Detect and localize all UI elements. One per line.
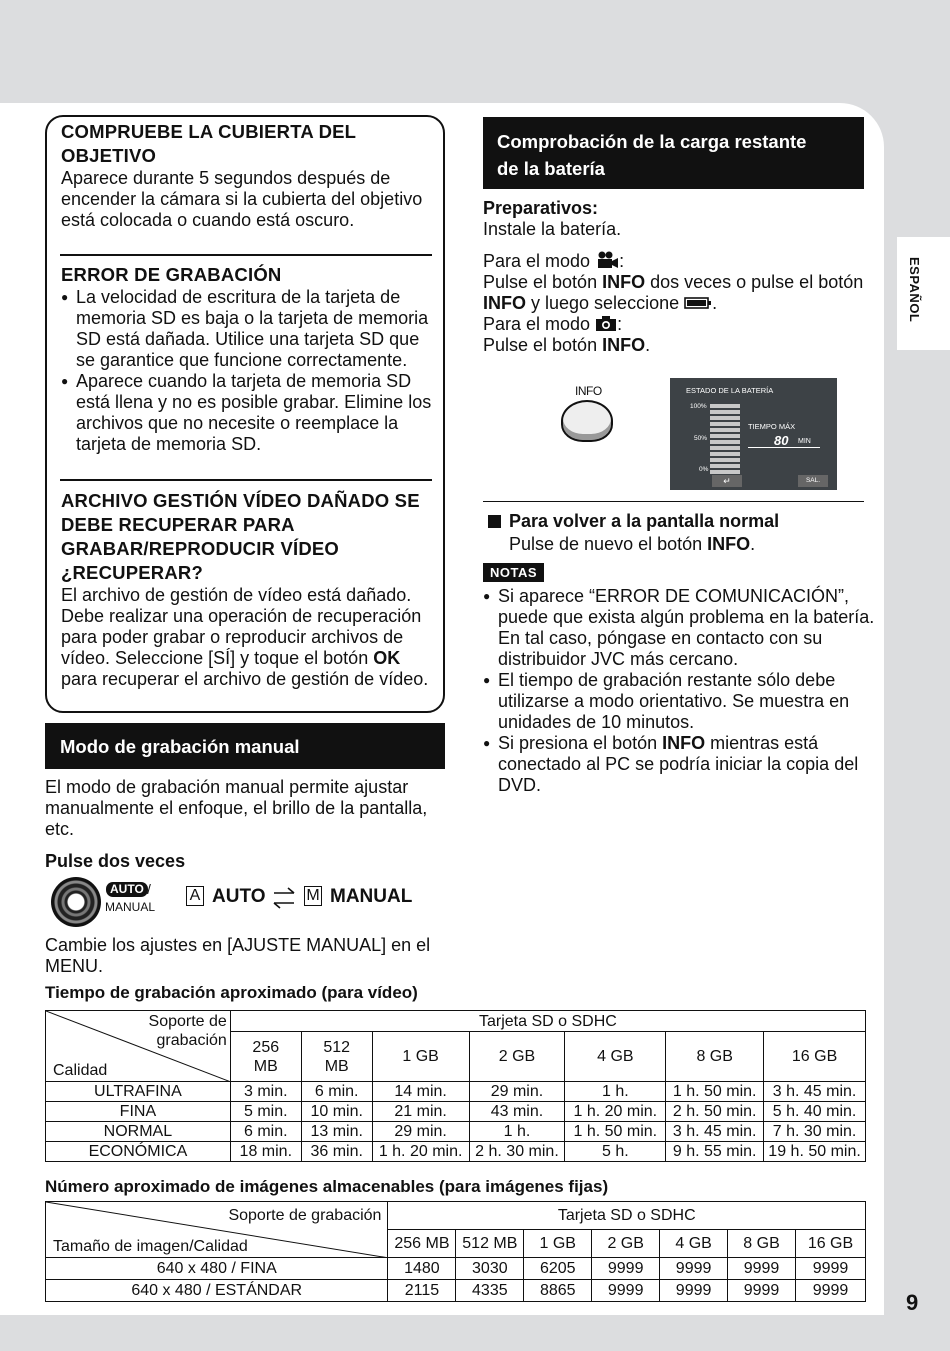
table-cell: 9999 (592, 1280, 660, 1302)
table-cell: 9999 (592, 1258, 660, 1280)
table-cell: 5 h. 40 min. (764, 1102, 866, 1122)
table-cell: 2115 (388, 1280, 456, 1302)
lens-cover-section (61, 120, 433, 231)
table-cell: 9999 (795, 1280, 865, 1302)
table-cell: 9 h. 55 min. (666, 1142, 764, 1162)
table-row (46, 1258, 866, 1280)
photo-mode-instructions: Pulse el botón INFO. (483, 335, 651, 355)
table-cell: 2 h. 50 min. (666, 1102, 764, 1122)
page-number: 9 (906, 1290, 919, 1315)
manual-small-label: MANUAL (105, 900, 156, 914)
table-row (46, 1082, 866, 1102)
table-corner-cell (46, 1202, 388, 1258)
video-mode-line: Para el modo : (483, 251, 625, 271)
info-button-label: INFO (575, 384, 602, 398)
table-cell: 10 min. (301, 1102, 372, 1122)
list-item: ● Aparece cuando la tarjeta de memoria SD está llena y no es posible grabar. Elimine los archivos que no necesite o reemplace la tarjeta de memoria SD. (61, 371, 433, 455)
info-button-icon (561, 400, 613, 442)
table-row (46, 1122, 866, 1142)
change-settings-text: Cambie los ajustes en [AJUSTE MANUAL] en el MENU. (45, 935, 431, 976)
table-cell: 9999 (660, 1258, 728, 1280)
table-cell: 13 min. (301, 1122, 372, 1142)
table-row (46, 1102, 866, 1122)
table-cell: 5 min. (230, 1102, 301, 1122)
damaged-file-section (61, 489, 433, 690)
table-cell: 9999 (728, 1258, 796, 1280)
damaged-file-text: El archivo de gestión de vídeo está dañado. Debe realizar una operación de recuperación para poder grabar o reproducir archivos de vídeo. Seleccione [SÍ] y toque el botón OK para recuperar el archivo de gestión de vídeo. (61, 585, 429, 689)
table-cell: 640 x 480 / ESTÁNDAR (46, 1280, 388, 1302)
slash: / (147, 881, 151, 897)
column-header: 8 GB (666, 1032, 764, 1082)
battery-icon (684, 296, 712, 310)
column-header: 1 GB (524, 1230, 592, 1258)
manual-mode-text: El modo de grabación manual permite ajustar manualmente el enfoque, el brillo de la pantalla, etc. (45, 777, 428, 839)
video-mode-instructions: Pulse el botón INFO dos veces o pulse el botón INFO y luego seleccione . (483, 272, 864, 313)
column-header: 512 MB (456, 1230, 524, 1258)
return-normal-text: Pulse de nuevo el botón INFO. (509, 534, 756, 554)
battery-header: Comprobación de la carga restante de la batería (483, 117, 864, 189)
table-cell: 1480 (388, 1258, 456, 1280)
battery-instructions (483, 198, 873, 356)
divider (60, 479, 432, 481)
table-cell: 6 min. (230, 1122, 301, 1142)
table-cell: 6205 (524, 1258, 592, 1280)
table-cell: 2 h. 30 min. (469, 1142, 565, 1162)
lens-cover-title: COMPRUEBE LA CUBIERTA DEL OBJETIVO (61, 121, 356, 166)
manual-label: MANUAL (330, 886, 413, 907)
still-image-table-title: Número aproximado de imágenes almacenables (para imágenes fijas) (45, 1177, 609, 1196)
table-row (46, 1142, 866, 1162)
corner-bottom-label: Calidad (53, 1062, 108, 1079)
table-cell: 5 h. (565, 1142, 666, 1162)
error-messages-box (45, 115, 445, 713)
table-cell: 1 h. 20 min. (372, 1142, 469, 1162)
manual-mode-icon: M (304, 886, 322, 906)
corner-top-label: Soporte de grabación (228, 1207, 382, 1224)
square-bullet-icon (488, 515, 501, 528)
table-cell: 640 x 480 / FINA (46, 1258, 388, 1280)
table-row (46, 1280, 866, 1302)
corner-bottom-label: Tamaño de imagen/Calidad (53, 1238, 248, 1255)
table-cell: FINA (46, 1102, 231, 1122)
table-cell: 36 min. (301, 1142, 372, 1162)
prep-text: Instale la batería. (483, 219, 622, 239)
divider (60, 254, 432, 256)
auto-button-badge: AUTO (106, 882, 148, 897)
column-header: 16 GB (764, 1032, 866, 1082)
table-cell: 3 h. 45 min. (764, 1082, 866, 1102)
column-header: 1 GB (372, 1032, 469, 1082)
photo-mode-line: Para el modo : (483, 314, 623, 334)
press-twice-label: Pulse dos veces (45, 851, 186, 871)
column-header: 4 GB (660, 1230, 728, 1258)
table-cell: ULTRAFINA (46, 1082, 231, 1102)
table-cell: 19 h. 50 min. (764, 1142, 866, 1162)
list-item: ● Si aparece “ERROR DE COMUNICACIÓN”, puede que exista algún problema en la batería. En tal caso, póngase en contacto con su distribuidor JVC más cercano. (483, 586, 875, 670)
column-header: 2 GB (592, 1230, 660, 1258)
notes-list (483, 586, 875, 796)
table-cell: 1 h. 20 min. (565, 1102, 666, 1122)
table-cell: 8865 (524, 1280, 592, 1302)
lens-cover-text: Aparece durante 5 segundos después de encender la cámara si la cubierta del objetivo está colocada o cuando está oscuro. (61, 168, 423, 230)
table-cell: 1 h. 50 min. (666, 1082, 764, 1102)
table-cell: 4335 (456, 1280, 524, 1302)
table-cell: 14 min. (372, 1082, 469, 1102)
list-item: ● Si presiona el botón INFO mientras está conectado al PC se podría iniciar la copia del DVD. (483, 733, 875, 796)
table-cell: 9999 (728, 1280, 796, 1302)
swap-arrows-icon (270, 884, 298, 912)
manual-mode-header: Modo de grabación manual (45, 723, 445, 769)
recording-error-section (61, 263, 433, 455)
battery-status-screen: ESTADO DE LA BATERÍA 100% 50% 0% TIEMPO MÁX 80 MIN ↵ SAL. (670, 378, 837, 490)
table-cell: ECONÓMICA (46, 1142, 231, 1162)
table-cell: 6 min. (301, 1082, 372, 1102)
table-cell: 29 min. (372, 1122, 469, 1142)
group-header: Tarjeta SD o SDHC (388, 1202, 866, 1230)
group-header: Tarjeta SD o SDHC (230, 1011, 865, 1032)
table-cell: 3030 (456, 1258, 524, 1280)
column-header: 4 GB (565, 1032, 666, 1082)
table-cell: 7 h. 30 min. (764, 1122, 866, 1142)
recording-error-list (61, 287, 433, 455)
table-cell: 3 h. 45 min. (666, 1122, 764, 1142)
auto-label: AUTO (212, 886, 266, 907)
table-cell: 18 min. (230, 1142, 301, 1162)
column-header: 16 GB (795, 1230, 865, 1258)
column-header: 256 MB (230, 1032, 301, 1082)
video-time-table (45, 1010, 866, 1162)
prep-title: Preparativos: (483, 198, 599, 218)
photo-camera-icon (595, 315, 617, 332)
recording-error-title: ERROR DE GRABACIÓN (61, 264, 282, 285)
damaged-file-title: ARCHIVO GESTIÓN VÍDEO DAÑADO SE DEBE RECUPERAR PARA GRABAR/REPRODUCIR VÍDEO ¿RECUPERAR? (61, 490, 420, 583)
language-label: ESPAÑOL (907, 257, 922, 323)
list-item: ● La velocidad de escritura de la tarjeta de memoria SD es baja o la tarjeta de memoria SD está dañada. Utilice una tarjeta SD que se garantice que funcione correctamente. (61, 287, 433, 371)
list-item: ● El tiempo de grabación restante sólo debe utilizarse a modo orientativo. Se muestra en unidades de 10 minutos. (483, 670, 875, 733)
divider (483, 501, 864, 502)
column-header: 8 GB (728, 1230, 796, 1258)
column-header: 256 MB (388, 1230, 456, 1258)
screen-title: ESTADO DE LA BATERÍA (686, 386, 774, 395)
language-tab (897, 237, 950, 350)
table-cell: 29 min. (469, 1082, 565, 1102)
still-image-table (45, 1201, 866, 1302)
column-header: 2 GB (469, 1032, 565, 1082)
table-cell: 1 h. 50 min. (565, 1122, 666, 1142)
notes-badge: NOTAS (483, 563, 544, 582)
auto-manual-dial-icon (51, 877, 101, 927)
table-corner-cell (46, 1011, 231, 1082)
auto-mode-icon: A (186, 886, 204, 906)
table-cell: 1 h. (469, 1122, 565, 1142)
column-header: 512 MB (301, 1032, 372, 1082)
table-cell: 1 h. (565, 1082, 666, 1102)
table-cell: NORMAL (46, 1122, 231, 1142)
video-camera-icon (595, 251, 619, 269)
video-time-table-title: Tiempo de grabación aproximado (para vídeo) (45, 983, 418, 1002)
battery-level-bar (710, 404, 740, 475)
table-cell: 9999 (660, 1280, 728, 1302)
table-cell: 3 min. (230, 1082, 301, 1102)
table-cell: 43 min. (469, 1102, 565, 1122)
table-cell: 21 min. (372, 1102, 469, 1122)
corner-top-label: Soporte de grabación (148, 1013, 227, 1049)
table-cell: 9999 (795, 1258, 865, 1280)
return-normal-title: Para volver a la pantalla normal (509, 511, 780, 531)
